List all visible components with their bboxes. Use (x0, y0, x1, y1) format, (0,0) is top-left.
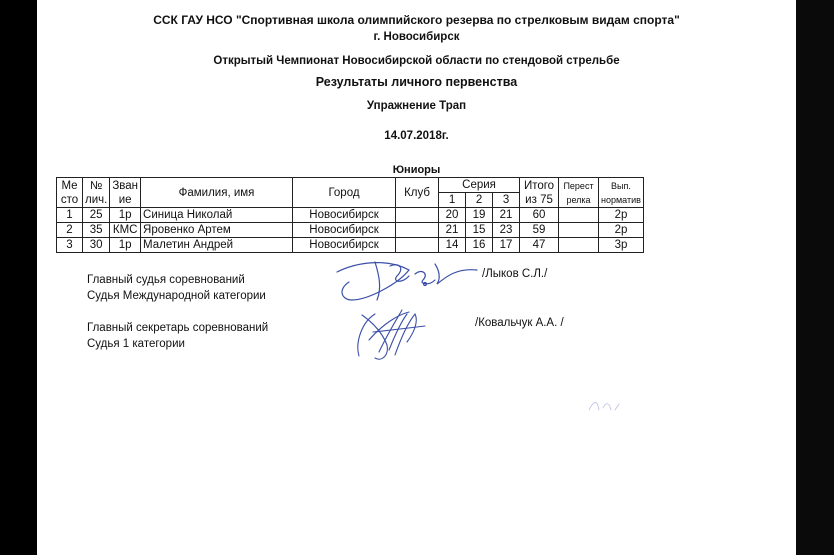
cell-name: Синица Николай (141, 208, 293, 223)
header-total: Итого из 75 (520, 178, 559, 208)
cell-place: 2 (57, 223, 83, 238)
header-series-1: 1 (439, 193, 466, 208)
cell-norm: 2р (599, 208, 644, 223)
cell-total: 60 (520, 208, 559, 223)
exercise-title: Упражнение Трап (366, 100, 467, 112)
category-title: Юниоры (392, 164, 441, 176)
cell-name: Яровенко Артем (141, 223, 293, 238)
cell-series-1: 21 (439, 223, 466, 238)
cell-series-2: 15 (466, 223, 493, 238)
event-date: 14.07.2018г. (384, 130, 449, 142)
cell-series-1: 20 (439, 208, 466, 223)
faint-mark (589, 402, 619, 410)
cell-series-2: 19 (466, 208, 493, 223)
cell-city: Новосибирск (293, 208, 396, 223)
cell-number: 30 (83, 238, 110, 253)
cell-rank: КМС (110, 223, 141, 238)
scan-border (796, 0, 834, 555)
header-place: Ме сто (57, 178, 83, 208)
cell-series-2: 16 (466, 238, 493, 253)
cell-series-1: 14 (439, 238, 466, 253)
cell-series-3: 17 (493, 238, 520, 253)
chief-secretary-category: Судья 1 категории (87, 338, 185, 350)
header-rank: Зван ие (110, 178, 141, 208)
chief-judge-title: Главный судья соревнований (87, 274, 245, 286)
header-series-3: 3 (493, 193, 520, 208)
judge-signature (337, 262, 477, 300)
cell-number: 35 (83, 223, 110, 238)
cell-norm: 2р (599, 223, 644, 238)
header-number: № лич. (83, 178, 110, 208)
chief-secretary-title: Главный секретарь соревнований (87, 322, 269, 334)
results-title: Результаты личного первенства (315, 75, 518, 89)
header-city: Город (293, 178, 396, 208)
chief-judge-category: Судья Международной категории (87, 290, 266, 302)
cell-number: 25 (83, 208, 110, 223)
cell-city: Новосибирск (293, 238, 396, 253)
secretary-signature (358, 310, 425, 359)
cell-series-3: 23 (493, 223, 520, 238)
cell-total: 47 (520, 238, 559, 253)
cell-place: 3 (57, 238, 83, 253)
cell-series-3: 21 (493, 208, 520, 223)
header-shootoff: Перест релка (559, 178, 599, 208)
event-title: Открытый Чемпионат Новосибирской области по стендовой стрельбе (213, 55, 620, 67)
cell-rank: 1р (110, 208, 141, 223)
organization-city: г. Новосибирск (373, 31, 460, 43)
organization-title: ССК ГАУ НСО "Спортивная школа олимпийского резерва по стрелковым видам спорта" (153, 13, 680, 27)
cell-city: Новосибирск (293, 223, 396, 238)
cell-total: 59 (520, 223, 559, 238)
header-series-2: 2 (466, 193, 493, 208)
cell-norm: 3р (599, 238, 644, 253)
header-norm: Вып. норматив (599, 178, 644, 208)
cell-place: 1 (57, 208, 83, 223)
header-series: Серия (439, 178, 520, 193)
chief-secretary-name: /Ковальчук А.А. / (475, 317, 564, 329)
chief-judge-name: /Лыков С.Л./ (482, 268, 548, 280)
cell-name: Малетин Андрей (141, 238, 293, 253)
document-page (37, 0, 796, 555)
handwritten-signatures (37, 0, 796, 555)
header-name: Фамилия, имя (141, 178, 293, 208)
header-club: Клуб (396, 178, 439, 208)
cell-rank: 1р (110, 238, 141, 253)
